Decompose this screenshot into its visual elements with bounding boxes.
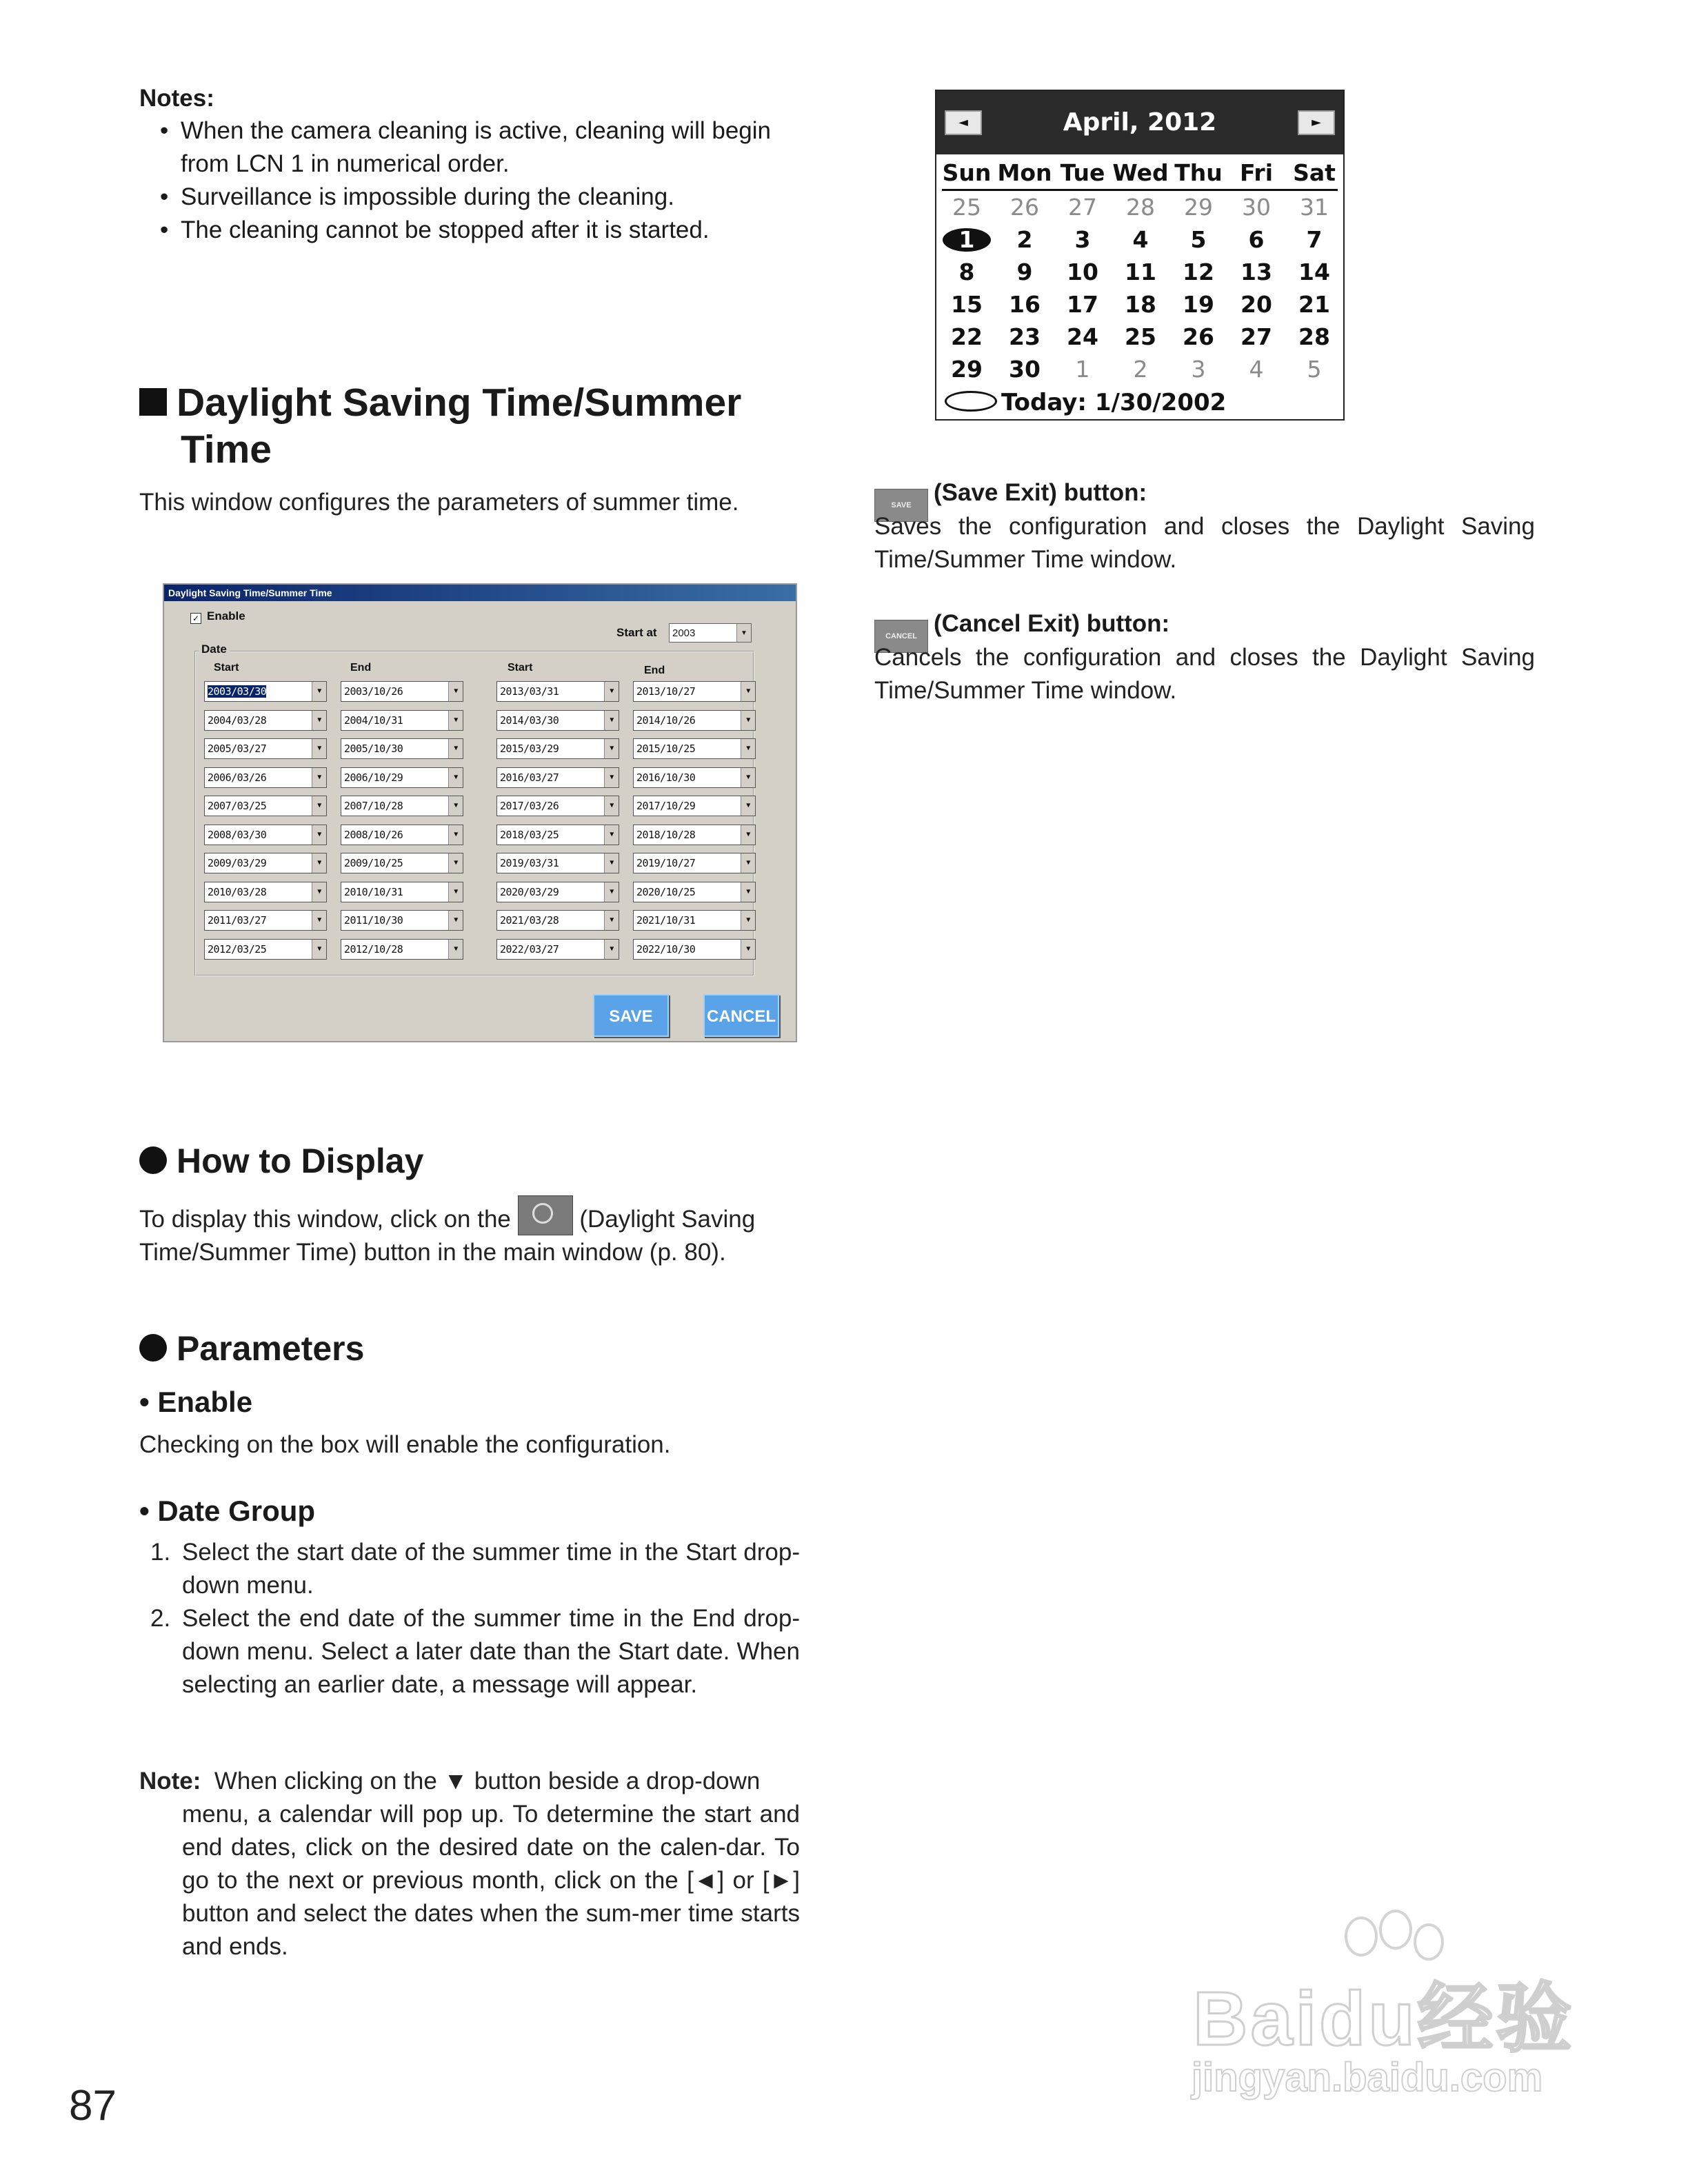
list-item: [139, 1536, 800, 1602]
date-select[interactable]: [204, 882, 327, 902]
calendar-day[interactable]: 26: [1183, 323, 1214, 350]
calendar-day[interactable]: 21: [1298, 291, 1330, 318]
date-value: 2006/10/29: [344, 771, 403, 784]
date-select[interactable]: [496, 910, 619, 931]
weekday-label: Tue: [1060, 159, 1105, 186]
save-button-icon: SAVE: [874, 489, 928, 522]
dropdown-arrow-icon[interactable]: ▼: [604, 882, 619, 902]
calendar-day[interactable]: 19: [1183, 291, 1214, 318]
date-value: 2007/10/28: [344, 800, 403, 812]
calendar-day[interactable]: 11: [1125, 259, 1156, 285]
howto-text-after: (Daylight Saving: [579, 1206, 756, 1233]
date-value: 2015/10/25: [636, 742, 696, 755]
section-heading: [139, 379, 815, 473]
weekday-label: Fri: [1239, 159, 1274, 186]
dropdown-arrow-icon[interactable]: ▼: [448, 682, 463, 701]
date-value: 2014/10/26: [636, 714, 696, 727]
start-at-select[interactable]: [669, 623, 752, 643]
dropdown-arrow-icon[interactable]: ▼: [312, 853, 326, 873]
dropdown-arrow-icon[interactable]: ▼: [312, 739, 326, 758]
list-item-text: Select the start date of the summer time in the Start drop-down menu.: [182, 1539, 800, 1599]
date-select[interactable]: [633, 882, 756, 902]
date-select[interactable]: [633, 939, 756, 960]
calendar-today[interactable]: [945, 387, 1226, 418]
calendar-day[interactable]: 4: [1249, 356, 1264, 383]
date-select[interactable]: [204, 939, 327, 960]
calendar-day[interactable]: 7: [1306, 226, 1323, 253]
section-title-line2: Time: [181, 427, 272, 472]
dropdown-arrow-icon[interactable]: ▼: [312, 882, 326, 902]
calendar-day[interactable]: 25: [952, 194, 981, 221]
date-select[interactable]: [496, 825, 619, 845]
date-value: 2007/03/25: [208, 800, 267, 812]
date-value: 2012/10/28: [344, 942, 403, 956]
date-value: 2014/03/30: [500, 714, 559, 727]
date-value: 2011/10/30: [344, 914, 403, 927]
paw-icon: [1414, 1923, 1444, 1961]
calendar-day[interactable]: 8: [958, 259, 975, 285]
calendar-day[interactable]: 24: [1067, 323, 1098, 350]
next-month-button[interactable]: [1298, 110, 1335, 135]
calendar-day[interactable]: 13: [1240, 259, 1272, 285]
dropdown-arrow-icon[interactable]: ▼: [312, 940, 326, 959]
list-item-number: 2.: [150, 1605, 171, 1632]
weekday-divider: [942, 189, 1338, 191]
calendar-day[interactable]: 14: [1298, 259, 1330, 285]
date-value: 2003/03/30: [208, 685, 267, 698]
calendar-popup: [935, 90, 1345, 421]
calendar-note: [139, 1765, 800, 1963]
note-item: [181, 114, 801, 181]
square-bullet-icon: [139, 388, 167, 416]
date-select[interactable]: [633, 853, 756, 873]
date-value: 2003/10/26: [344, 685, 403, 698]
date-select[interactable]: [633, 767, 756, 788]
calendar-day[interactable]: 15: [951, 291, 983, 318]
left-arrow-icon[interactable]: ◄: [958, 115, 968, 130]
dropdown-arrow-icon[interactable]: ▼: [604, 911, 619, 930]
date-select[interactable]: [633, 825, 756, 845]
baidu-watermark: [1186, 1910, 1579, 2116]
dropdown-arrow-icon[interactable]: ▼: [736, 624, 751, 642]
dropdown-arrow-icon[interactable]: ▼: [604, 682, 619, 701]
date-select[interactable]: [633, 738, 756, 759]
dropdown-arrow-icon[interactable]: ▼: [448, 940, 463, 959]
calendar-day[interactable]: 28: [1126, 194, 1155, 221]
howto-heading: [139, 1140, 423, 1182]
date-value: 2013/10/27: [636, 685, 696, 698]
date-value: 2015/03/29: [500, 742, 559, 755]
dropdown-arrow-icon[interactable]: ▼: [741, 768, 755, 787]
calendar-day[interactable]: 3: [1191, 356, 1206, 383]
today-oval-icon: [945, 391, 997, 412]
calendar-day[interactable]: 16: [1009, 291, 1041, 318]
date-select[interactable]: [204, 796, 327, 816]
checkbox-check-icon[interactable]: ✓: [190, 613, 201, 624]
section-title-line1: Daylight Saving Time/Summer: [177, 381, 742, 425]
calendar-day[interactable]: 29: [951, 356, 983, 383]
date-select[interactable]: [496, 796, 619, 816]
date-select[interactable]: [341, 738, 463, 759]
watermark-logo-text: Baidu经验: [1193, 1976, 1575, 2061]
dropdown-arrow-icon[interactable]: ▼: [741, 940, 755, 959]
calendar-day[interactable]: 28: [1298, 323, 1330, 350]
date-value: 2006/03/26: [208, 771, 267, 784]
date-select[interactable]: [204, 710, 327, 731]
calendar-day[interactable]: 23: [1009, 323, 1041, 350]
date-select[interactable]: [204, 767, 327, 788]
date-select[interactable]: [496, 681, 619, 702]
dropdown-arrow-icon[interactable]: ▼: [604, 825, 619, 845]
dropdown-arrow-icon[interactable]: ▼: [604, 940, 619, 959]
dropdown-arrow-icon[interactable]: ▼: [448, 768, 463, 787]
note-label: Note:: [139, 1768, 201, 1794]
date-select[interactable]: [341, 853, 463, 873]
note-item: • Surveillance is impossible during the cleaning.: [181, 181, 801, 214]
date-select[interactable]: [496, 939, 619, 960]
date-select[interactable]: [633, 910, 756, 931]
date-select[interactable]: [496, 882, 619, 902]
date-value: 2018/03/25: [500, 828, 559, 841]
dropdown-arrow-icon[interactable]: ▼: [604, 711, 619, 730]
date-value: 2016/10/30: [636, 771, 696, 784]
calendar-day[interactable]: 1: [958, 226, 975, 253]
date-value: 2009/10/25: [344, 857, 403, 869]
date-select[interactable]: [496, 853, 619, 873]
cancel-exit-title: (Cancel Exit) button:: [934, 610, 1170, 637]
dropdown-arrow-icon[interactable]: ▼: [312, 911, 326, 930]
dropdown-arrow-icon[interactable]: ▼: [741, 711, 755, 730]
start-at-value: 2003: [672, 627, 696, 639]
note-text: from LCN 1 in numerical order.: [181, 150, 510, 177]
date-select[interactable]: [341, 882, 463, 902]
date-select[interactable]: [496, 710, 619, 731]
date-select[interactable]: [341, 910, 463, 931]
enable-heading: • Enable: [139, 1386, 253, 1418]
note-text-2: menu, a calendar will pop up. To determine the start and end dates, click on the desired date on the calen-dar. To go to the next or previous month, click on the [◄] or [►] button and select the dates when the sum-mer time starts and ends.: [182, 1801, 800, 1960]
dropdown-arrow-icon[interactable]: ▼: [448, 739, 463, 758]
date-select[interactable]: [633, 710, 756, 731]
calendar-day[interactable]: 29: [1184, 194, 1213, 221]
date-value: 2019/03/31: [500, 857, 559, 869]
paw-icon: [1379, 1910, 1412, 1950]
note-text: When the camera cleaning is active, cleaning will begin: [181, 117, 772, 144]
col-header-end-right: End: [644, 665, 665, 676]
calendar-day[interactable]: 2: [1016, 226, 1033, 253]
params-heading: [139, 1328, 364, 1369]
calendar-day[interactable]: 22: [951, 323, 983, 350]
dropdown-arrow-icon[interactable]: ▼: [741, 853, 755, 873]
list-item: [139, 1602, 800, 1701]
notes-title: Notes:: [139, 85, 214, 112]
howto-text-before: To display this window, click on the: [139, 1206, 511, 1233]
date-select[interactable]: [204, 853, 327, 873]
dropdown-arrow-icon[interactable]: ▼: [448, 825, 463, 845]
dropdown-arrow-icon[interactable]: ▼: [604, 768, 619, 787]
date-group-heading: • Date Group: [139, 1495, 316, 1527]
enable-checkbox[interactable]: [190, 609, 245, 624]
save-exit-title: (Save Exit) button:: [934, 479, 1147, 506]
dropdown-arrow-icon[interactable]: ▼: [448, 911, 463, 930]
date-value: 2020/03/29: [500, 885, 559, 898]
calendar-day[interactable]: 6: [1248, 226, 1265, 253]
date-value: 2005/10/30: [344, 742, 403, 755]
date-group-label: Date: [199, 643, 230, 656]
section-intro: This window configures the parameters of summer time.: [139, 489, 739, 516]
dropdown-arrow-icon[interactable]: ▼: [312, 825, 326, 845]
date-value: 2008/03/30: [208, 828, 267, 841]
date-select[interactable]: [341, 939, 463, 960]
calendar-day[interactable]: 17: [1067, 291, 1098, 318]
calendar-day[interactable]: 18: [1125, 291, 1156, 318]
today-label: Today: 1/30/2002: [1001, 389, 1227, 416]
calendar-day[interactable]: 1: [1075, 356, 1090, 383]
dropdown-arrow-icon[interactable]: ▼: [741, 739, 755, 758]
cancel-button-icon: CANCEL: [874, 620, 928, 653]
weekday-label: Sat: [1293, 159, 1336, 186]
date-value: 2008/10/26: [344, 828, 403, 841]
note-text-1: When clicking on the ▼ button beside a drop-down: [214, 1768, 761, 1794]
dropdown-arrow-icon[interactable]: ▼: [604, 796, 619, 816]
date-value: 2016/03/27: [500, 771, 559, 784]
date-value: 2017/03/26: [500, 800, 559, 812]
calendar-day[interactable]: 9: [1016, 259, 1033, 285]
note-item: • The cleaning cannot be stopped after it is started.: [181, 214, 801, 247]
dropdown-arrow-icon[interactable]: ▼: [448, 711, 463, 730]
date-select[interactable]: [204, 825, 327, 845]
dropdown-arrow-icon[interactable]: ▼: [604, 853, 619, 873]
date-select[interactable]: [204, 738, 327, 759]
calendar-day[interactable]: 25: [1125, 323, 1156, 350]
date-group-list: [139, 1536, 800, 1701]
date-value: 2005/03/27: [208, 742, 267, 755]
calendar-day[interactable]: 27: [1068, 194, 1097, 221]
list-item-text: Select the end date of the summer time in the End drop-down menu. Select a later date than the Start date. When selecting an earlier date, a message will appear.: [182, 1605, 800, 1698]
calendar-day[interactable]: 5: [1190, 226, 1207, 253]
dropdown-arrow-icon[interactable]: ▼: [741, 796, 755, 816]
watermark-url: jingyan.baidu.com: [1192, 2055, 1543, 2100]
date-value: 2018/10/28: [636, 828, 696, 841]
calendar-day[interactable]: 27: [1240, 323, 1272, 350]
calendar-month: April, 2012: [1063, 108, 1217, 136]
date-select[interactable]: [496, 738, 619, 759]
calendar-header: [936, 91, 1343, 154]
date-value: 2021/03/28: [500, 914, 559, 927]
calendar-day[interactable]: 3: [1074, 226, 1091, 253]
params-title: Parameters: [177, 1329, 365, 1368]
calendar-day[interactable]: 20: [1240, 291, 1272, 318]
howto-text: [139, 1195, 800, 1269]
dropdown-arrow-icon[interactable]: ▼: [312, 768, 326, 787]
start-at-label: Start at: [616, 626, 657, 639]
date-select[interactable]: [341, 796, 463, 816]
circle-bullet-icon: [139, 1334, 167, 1362]
date-value: 2021/10/31: [636, 914, 696, 927]
save-button[interactable]: SAVE: [593, 994, 669, 1037]
list-item-number: 1.: [150, 1539, 171, 1566]
date-value: 2022/10/30: [636, 942, 696, 956]
date-value: 2010/10/31: [344, 885, 403, 898]
date-value: 2011/03/27: [208, 914, 267, 927]
date-value: 2012/03/25: [208, 942, 267, 956]
date-select[interactable]: [633, 796, 756, 816]
calendar-day[interactable]: 31: [1300, 194, 1329, 221]
dropdown-arrow-icon[interactable]: ▼: [741, 882, 755, 902]
calendar-day[interactable]: 26: [1010, 194, 1039, 221]
date-select[interactable]: [204, 910, 327, 931]
enable-label: Enable: [207, 609, 245, 623]
calendar-day[interactable]: 2: [1133, 356, 1148, 383]
weekday-label: Sun: [942, 159, 992, 186]
page-number: 87: [69, 2082, 117, 2130]
dropdown-arrow-icon[interactable]: ▼: [448, 882, 463, 902]
dropdown-arrow-icon[interactable]: ▼: [312, 682, 326, 701]
dialog-titlebar: Daylight Saving Time/Summer Time: [164, 585, 796, 601]
calendar-day[interactable]: 12: [1183, 259, 1214, 285]
paw-icon: [1345, 1917, 1378, 1957]
date-select[interactable]: [341, 710, 463, 731]
date-select[interactable]: [496, 767, 619, 788]
col-header-start-left: Start: [214, 662, 239, 674]
dropdown-arrow-icon[interactable]: ▼: [604, 739, 619, 758]
dropdown-arrow-icon[interactable]: ▼: [448, 796, 463, 816]
right-arrow-icon[interactable]: ►: [1312, 115, 1321, 130]
date-value: 2019/10/27: [636, 857, 696, 869]
date-select[interactable]: [341, 825, 463, 845]
date-select[interactable]: [633, 681, 756, 702]
dropdown-arrow-icon[interactable]: ▼: [448, 853, 463, 873]
weekday-label: Wed: [1112, 159, 1169, 186]
cancel-button[interactable]: CANCEL: [703, 994, 779, 1037]
daylight-saving-button-icon: [518, 1195, 573, 1235]
date-value: 2013/03/31: [500, 685, 559, 698]
dropdown-arrow-icon[interactable]: ▼: [741, 911, 755, 930]
notes-block: [139, 83, 801, 247]
notes-list: [139, 114, 801, 247]
save-exit-text: Saves the configuration and closes the Daylight Saving Time/Summer Time window.: [874, 513, 1535, 573]
dropdown-arrow-icon[interactable]: ▼: [741, 682, 755, 701]
date-select[interactable]: [204, 681, 327, 702]
col-header-start-right: Start: [508, 662, 533, 674]
howto-text-line2: Time/Summer Time) button in the main window (p. 80).: [139, 1239, 726, 1266]
dropdown-arrow-icon[interactable]: ▼: [312, 711, 326, 730]
dropdown-arrow-icon[interactable]: ▼: [312, 796, 326, 816]
date-value: 2022/03/27: [500, 942, 559, 956]
date-value: 2010/03/28: [208, 885, 267, 898]
dst-dialog: [163, 583, 797, 1042]
calendar-day[interactable]: 30: [1242, 194, 1271, 221]
calendar-day[interactable]: 10: [1067, 259, 1098, 285]
date-value: 2020/10/25: [636, 885, 696, 898]
date-value: 2004/03/28: [208, 714, 267, 727]
date-value: 2004/10/31: [344, 714, 403, 727]
date-value: 2017/10/29: [636, 800, 696, 812]
weekday-label: Mon: [997, 159, 1052, 186]
calendar-day[interactable]: 4: [1132, 226, 1149, 253]
col-header-end-left: End: [350, 662, 372, 674]
date-select[interactable]: [341, 681, 463, 702]
circle-bullet-icon: [139, 1146, 167, 1174]
date-select[interactable]: [341, 767, 463, 788]
calendar-day[interactable]: 30: [1009, 356, 1041, 383]
enable-text: Checking on the box will enable the configuration.: [139, 1431, 671, 1458]
cancel-exit-text: Cancels the configuration and closes the Daylight Saving Time/Summer Time window.: [874, 644, 1535, 704]
howto-title: How to Display: [177, 1142, 424, 1180]
dropdown-arrow-icon[interactable]: ▼: [741, 825, 755, 845]
weekday-label: Thu: [1174, 159, 1223, 186]
calendar-day[interactable]: 5: [1307, 356, 1322, 383]
date-value: 2009/03/29: [208, 857, 267, 869]
